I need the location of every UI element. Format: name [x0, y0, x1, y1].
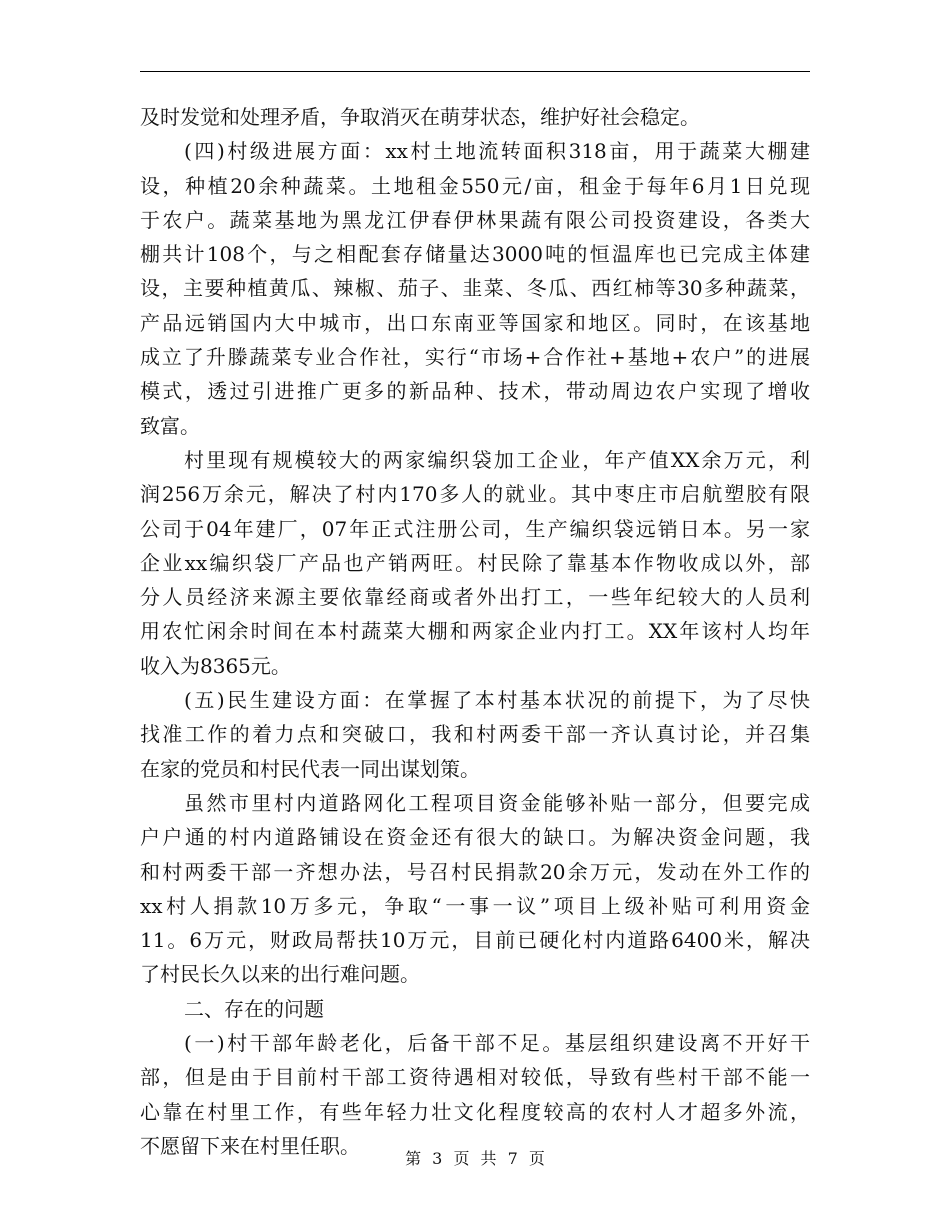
- text-line: 找准工作的着力点和突破口，我和村两委干部一齐认真讨论，并召集: [140, 722, 810, 747]
- text-line: 成立了升滕蔬菜专业合作社，实行“市场+合作社+基地+农户”的进展: [140, 345, 810, 370]
- text-line: 及时发觉和处理矛盾，争取消灭在萌芽状态，维护好社会稳定。: [140, 105, 700, 129]
- text-line: 二、存在的问题: [184, 996, 324, 1021]
- text-line: 设，主要种植黄瓜、辣椒、茄子、韭菜、冬瓜、西红柿等30多种蔬菜，: [140, 276, 810, 301]
- text-line: 于农户。蔬菜基地为黑龙江伊春伊林果蔬有限公司投资建设，各类大: [140, 207, 810, 232]
- text-line: 和村两委干部一齐想办法，号召村民捐款20余万元，发动在外工作的: [140, 859, 810, 884]
- text-line: 在家的党员和村民代表一同出谋划策。: [140, 756, 480, 781]
- text-line: 收入为8365元。: [140, 653, 291, 678]
- text-line: 心靠在村里工作，有些年轻力壮文化程度较高的农村人才超多外流，: [140, 1099, 810, 1124]
- text-line: 不愿留下来在村里任职。: [140, 1133, 360, 1158]
- header-rule: [140, 71, 810, 72]
- text-line: 户户通的村内道路铺设在资金还有很大的缺口。为解决资金问题，我: [140, 825, 810, 850]
- page-footer: 第 3 页 共 7 页: [405, 1149, 545, 1168]
- text-line: 村里现有规模较大的两家编织袋加工企业，年产值XX余万元，利: [184, 447, 810, 472]
- text-line: 11。6万元，财政局帮扶10万元，目前已硬化村内道路6400米，解决: [140, 928, 810, 953]
- text-line: 润256万余元，解决了村内170多人的就业。其中枣庄市启航塑胶有限: [140, 482, 810, 507]
- text-line: xx村人捐款10万多元，争取“一事一议”项目上级补贴可利用资金: [140, 893, 810, 918]
- text-line: 设，种植20余种蔬菜。土地租金550元/亩，租金于每年6月1日兑现: [140, 173, 810, 198]
- text-line: (四)村级进展方面：xx村土地流转面积318亩，用于蔬菜大棚建: [184, 139, 810, 164]
- text-line: (五)民生建设方面：在掌握了本村基本状况的前提下，为了尽快: [184, 688, 810, 713]
- text-line: 了村民长久以来的出行难问题。: [140, 962, 420, 987]
- text-line: 棚共计108个，与之相配套存储量达3000吨的恒温库也已完成主体建: [140, 242, 810, 267]
- text-line: (一)村干部年龄老化，后备干部不足。基层组织建设离不开好干: [184, 1031, 810, 1056]
- text-line: 虽然市里村内道路网化工程项目资金能够补贴一部分，但要完成: [184, 790, 810, 815]
- text-line: 致富。: [140, 413, 200, 438]
- text-line: 用农忙闲余时间在本村蔬菜大棚和两家企业内打工。XX年该村人均年: [140, 619, 810, 644]
- text-line: 产品远销国内大中城市，出口东南亚等国家和地区。同时，在该基地: [140, 310, 810, 335]
- text-line: 公司于04年建厂，07年正式注册公司，生产编织袋远销日本。另一家: [140, 516, 810, 541]
- text-line: 企业xx编织袋厂产品也产销两旺。村民除了靠基本作物收成以外，部: [140, 550, 810, 575]
- text-line: 模式，透过引进推广更多的新品种、技术，带动周边农户实现了增收: [140, 379, 810, 404]
- text-line: 分人员经济来源主要依靠经商或者外出打工，一些年纪较大的人员利: [140, 585, 810, 610]
- text-line: 部，但是由于目前村干部工资待遇相对较低，导致有些村干部不能一: [140, 1065, 810, 1090]
- document-body: [140, 100, 810, 1163]
